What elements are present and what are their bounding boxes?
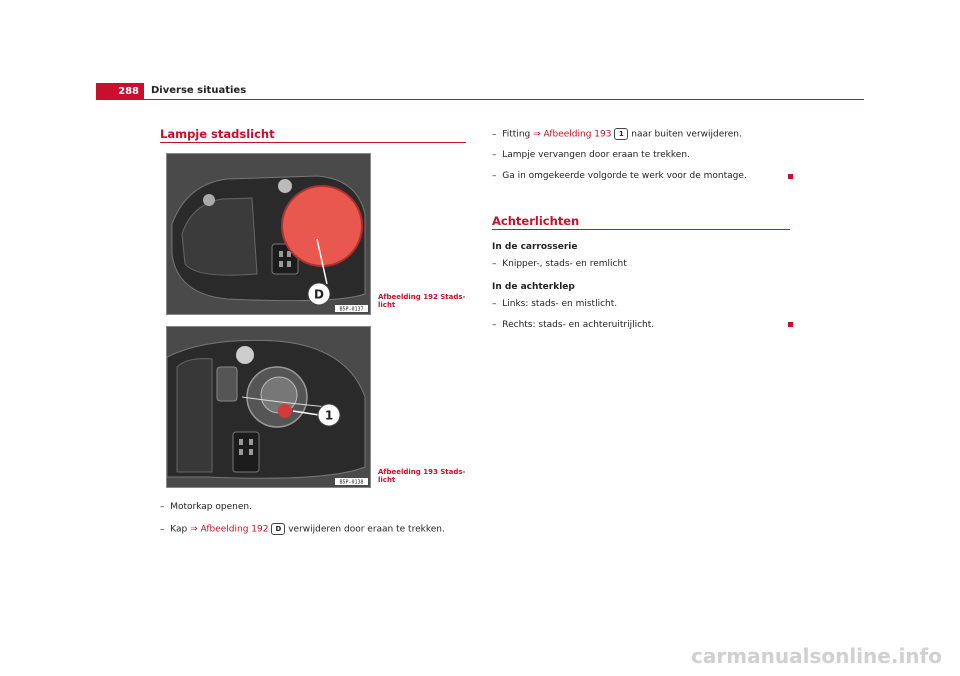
figure-193-photo	[166, 326, 371, 488]
list-item: – Rechts: stads- en achteruitrijlicht.	[492, 320, 655, 330]
step-kap: – Kap ⇒ Afbeelding 192 D verwijderen door eraan te trekken.	[160, 524, 445, 535]
watermark: carmanualsonline.info	[691, 644, 942, 668]
step-omgekeerde-volgorde: – Ga in omgekeerde volgorde te werk voor de montage.	[492, 171, 747, 181]
figure-192-caption: Afbeelding 192 Stads-licht	[378, 293, 466, 309]
section-rule	[492, 229, 790, 230]
figure-192-label: D	[314, 287, 324, 302]
section-end-mark	[788, 174, 793, 179]
subheading-carrosserie: In de carrosserie	[492, 242, 578, 252]
step-motorkap: – Motorkap openen.	[160, 502, 252, 512]
page-header-title: Diverse situaties	[151, 85, 247, 96]
list-item: – Knipper-, stads- en remlicht	[492, 259, 627, 269]
section-end-mark	[788, 322, 793, 327]
link-afbeelding-192[interactable]: ⇒ Afbeelding 192	[190, 524, 269, 535]
subheading-achterklep: In de achterklep	[492, 282, 575, 292]
section-title-achterlichten: Achterlichten	[492, 214, 580, 228]
page-number: 288	[96, 83, 144, 100]
figure-192-code: B5P-0137	[339, 306, 364, 313]
step-lampje-vervangen: – Lampje vervangen door eraan te trekken.	[492, 150, 690, 160]
headlight-cover-illustration	[167, 154, 370, 314]
section-title-lampje-stadslicht: Lampje stadslicht	[160, 127, 275, 141]
header-rule	[144, 99, 864, 100]
headlight-bulb-illustration	[167, 327, 370, 487]
figure-193-code: B5P-0138	[339, 479, 364, 486]
list-item: – Links: stads- en mistlicht.	[492, 299, 618, 309]
ref-badge-d: D	[271, 523, 285, 535]
link-afbeelding-193[interactable]: ⇒ Afbeelding 193	[533, 129, 612, 140]
ref-badge-1: 1	[614, 128, 628, 140]
figure-193-caption: Afbeelding 193 Stads-licht	[378, 468, 466, 484]
figure-192-photo	[166, 153, 371, 315]
section-rule	[160, 142, 466, 143]
figure-193-label: 1	[324, 408, 334, 423]
step-fitting: – Fitting ⇒ Afbeelding 193 1 naar buiten verwijderen.	[492, 129, 742, 140]
